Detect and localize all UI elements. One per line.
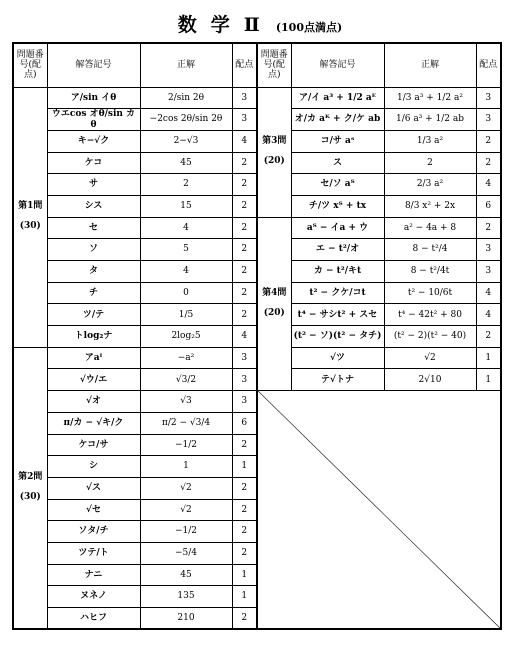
answer-code: テ√トナ: [291, 369, 384, 391]
row-points: 3: [232, 391, 257, 413]
answer-code: セ: [47, 217, 140, 239]
row-points: 2: [232, 304, 257, 326]
question-label-cell: [13, 347, 47, 629]
correct-answer: 2√10: [384, 369, 476, 391]
answer-code: キ−√ク: [47, 130, 140, 152]
row-points: 3: [232, 347, 257, 369]
header-question: 問題番号(配点): [257, 43, 291, 87]
row-points: 2: [232, 217, 257, 239]
answer-code: t⁴ − サシt² + スセ: [291, 304, 384, 326]
row-points: 2: [232, 239, 257, 261]
correct-answer: 4: [140, 261, 232, 283]
answer-code: エ − t²/オ: [291, 239, 384, 261]
header-points: 配点: [476, 43, 501, 87]
answer-code: サ: [47, 174, 140, 196]
answer-code: t² − クケ/コt: [291, 282, 384, 304]
answer-code: ア/イ a³ + 1/2 aᴱ: [291, 87, 384, 109]
answer-code: セ/ソ aᵀ: [291, 174, 384, 196]
correct-answer: 1/5: [140, 304, 232, 326]
correct-answer: 2: [384, 152, 476, 174]
row-points: 2: [476, 326, 501, 348]
question-number: 第4問: [262, 288, 287, 299]
row-points: 1: [232, 564, 257, 586]
correct-answer: 2/3 a²: [384, 174, 476, 196]
correct-answer: 8 − t²/4t: [384, 261, 476, 283]
correct-answer: −2cos 2θ/sin 2θ: [140, 109, 232, 131]
blank-area-diagonal: [257, 391, 501, 630]
correct-answer: 5: [140, 239, 232, 261]
header-answer: 正解: [140, 43, 232, 87]
question-label-cell: [13, 87, 47, 347]
correct-answer: √3/2: [140, 369, 232, 391]
header-code: 解答記号: [47, 43, 140, 87]
header-question: 問題番号(配点): [13, 43, 47, 87]
correct-answer: 1/6 a³ + 1/2 ab: [384, 109, 476, 131]
table-row: [13, 217, 501, 239]
row-points: 2: [232, 542, 257, 564]
row-points: 6: [476, 195, 501, 217]
row-points: 3: [476, 239, 501, 261]
correct-answer: 45: [140, 564, 232, 586]
correct-answer: 4: [140, 217, 232, 239]
row-points: 2: [476, 217, 501, 239]
correct-answer: π/2 − √3/4: [140, 412, 232, 434]
answer-code: アaᴵ: [47, 347, 140, 369]
row-points: 2: [232, 521, 257, 543]
answer-code: ア/sin イθ: [47, 87, 140, 109]
correct-answer: 1/3 a²: [384, 130, 476, 152]
question-number: 第3問: [262, 136, 287, 147]
table-row: [13, 391, 501, 413]
correct-answer: √3: [140, 391, 232, 413]
correct-answer: √2: [384, 347, 476, 369]
answer-code: π/カ − √キ/ク: [47, 412, 140, 434]
answer-code: チ: [47, 282, 140, 304]
header-code: 解答記号: [291, 43, 384, 87]
correct-answer: 210: [140, 608, 232, 630]
answer-code: √セ: [47, 499, 140, 521]
correct-answer: 45: [140, 152, 232, 174]
row-points: 4: [232, 130, 257, 152]
row-points: 4: [476, 174, 501, 196]
header-points: 配点: [232, 43, 257, 87]
page-title: [0, 10, 520, 38]
row-points: 2: [232, 195, 257, 217]
question-points: (30): [19, 221, 41, 232]
correct-answer: 1/3 a³ + 1/2 a²: [384, 87, 476, 109]
correct-answer: 135: [140, 586, 232, 608]
answer-code: √ツ: [291, 347, 384, 369]
answer-table: [12, 42, 502, 630]
answer-code: ヌネノ: [47, 586, 140, 608]
row-points: 6: [232, 412, 257, 434]
answer-code: ソタ/チ: [47, 521, 140, 543]
question-points: (20): [263, 156, 285, 167]
row-points: 1: [476, 347, 501, 369]
title-sub: (100点満点): [275, 21, 343, 34]
row-points: 1: [232, 456, 257, 478]
correct-answer: −1/2: [140, 434, 232, 456]
correct-answer: 2log₂5: [140, 326, 232, 348]
row-points: 2: [232, 152, 257, 174]
row-points: 2: [232, 282, 257, 304]
correct-answer: √2: [140, 477, 232, 499]
row-points: 3: [232, 87, 257, 109]
question-points: (20): [263, 307, 285, 318]
answer-code: ウエcos オθ/sin カθ: [47, 109, 140, 131]
row-points: 1: [232, 586, 257, 608]
question-number: 第2問: [18, 472, 43, 483]
row-points: 2: [232, 477, 257, 499]
question-label-cell: [257, 217, 291, 391]
answer-rows: [13, 87, 501, 629]
title-main: 数学Ⅱ: [177, 14, 274, 36]
correct-answer: 0: [140, 282, 232, 304]
answer-code: aᵀ − イa + ウ: [291, 217, 384, 239]
correct-answer: −5/4: [140, 542, 232, 564]
answer-code: ス: [291, 152, 384, 174]
correct-answer: t⁴ − 42t² + 80: [384, 304, 476, 326]
row-points: 2: [232, 499, 257, 521]
answer-code: (t² − ソ)(t² − タチ): [291, 326, 384, 348]
row-points: 4: [476, 282, 501, 304]
diagonal-line: [258, 391, 500, 628]
row-points: 2: [232, 174, 257, 196]
answer-code: シス: [47, 195, 140, 217]
answer-code: ハヒフ: [47, 608, 140, 630]
row-points: 3: [232, 369, 257, 391]
correct-answer: 1: [140, 456, 232, 478]
question-number: 第1問: [18, 201, 43, 212]
row-points: 3: [476, 87, 501, 109]
answer-code: ソ: [47, 239, 140, 261]
answer-code: ケコ/サ: [47, 434, 140, 456]
row-points: 2: [476, 130, 501, 152]
correct-answer: 2: [140, 174, 232, 196]
answer-code: ツ/テ: [47, 304, 140, 326]
answer-code: カ − t²/キt: [291, 261, 384, 283]
correct-answer: t² − 10/6t: [384, 282, 476, 304]
answer-code: ナニ: [47, 564, 140, 586]
answer-code: コ/サ aˢ: [291, 130, 384, 152]
answer-code: トlog₂ナ: [47, 326, 140, 348]
answer-code: ツテ/ト: [47, 542, 140, 564]
row-points: 3: [476, 109, 501, 131]
answer-code: タ: [47, 261, 140, 283]
row-points: 2: [476, 152, 501, 174]
correct-answer: √2: [140, 499, 232, 521]
row-points: 2: [232, 608, 257, 630]
answer-code: シ: [47, 456, 140, 478]
correct-answer: −a²: [140, 347, 232, 369]
row-points: 4: [476, 304, 501, 326]
answer-code: √オ: [47, 391, 140, 413]
answer-code: √ウ/エ: [47, 369, 140, 391]
correct-answer: 8 − t²/4: [384, 239, 476, 261]
question-label-cell: [257, 87, 291, 217]
answer-code: オ/カ aᴷ + ク/ケ ab: [291, 109, 384, 131]
answer-code: ケコ: [47, 152, 140, 174]
row-points: 3: [232, 109, 257, 131]
correct-answer: 2/sin 2θ: [140, 87, 232, 109]
table-row: [13, 87, 501, 109]
row-points: 4: [232, 326, 257, 348]
answer-code: チ/ツ xᵀ + tx: [291, 195, 384, 217]
row-points: 3: [476, 261, 501, 283]
question-points: (30): [19, 491, 41, 502]
header-answer: 正解: [384, 43, 476, 87]
row-points: 2: [232, 261, 257, 283]
correct-answer: (t² − 2)(t² − 40): [384, 326, 476, 348]
row-points: 1: [476, 369, 501, 391]
correct-answer: −1/2: [140, 521, 232, 543]
correct-answer: 15: [140, 195, 232, 217]
correct-answer: 8/3 x² + 2x: [384, 195, 476, 217]
correct-answer: 2−√3: [140, 130, 232, 152]
row-points: 2: [232, 434, 257, 456]
answer-code: √ス: [47, 477, 140, 499]
correct-answer: a² − 4a + 8: [384, 217, 476, 239]
